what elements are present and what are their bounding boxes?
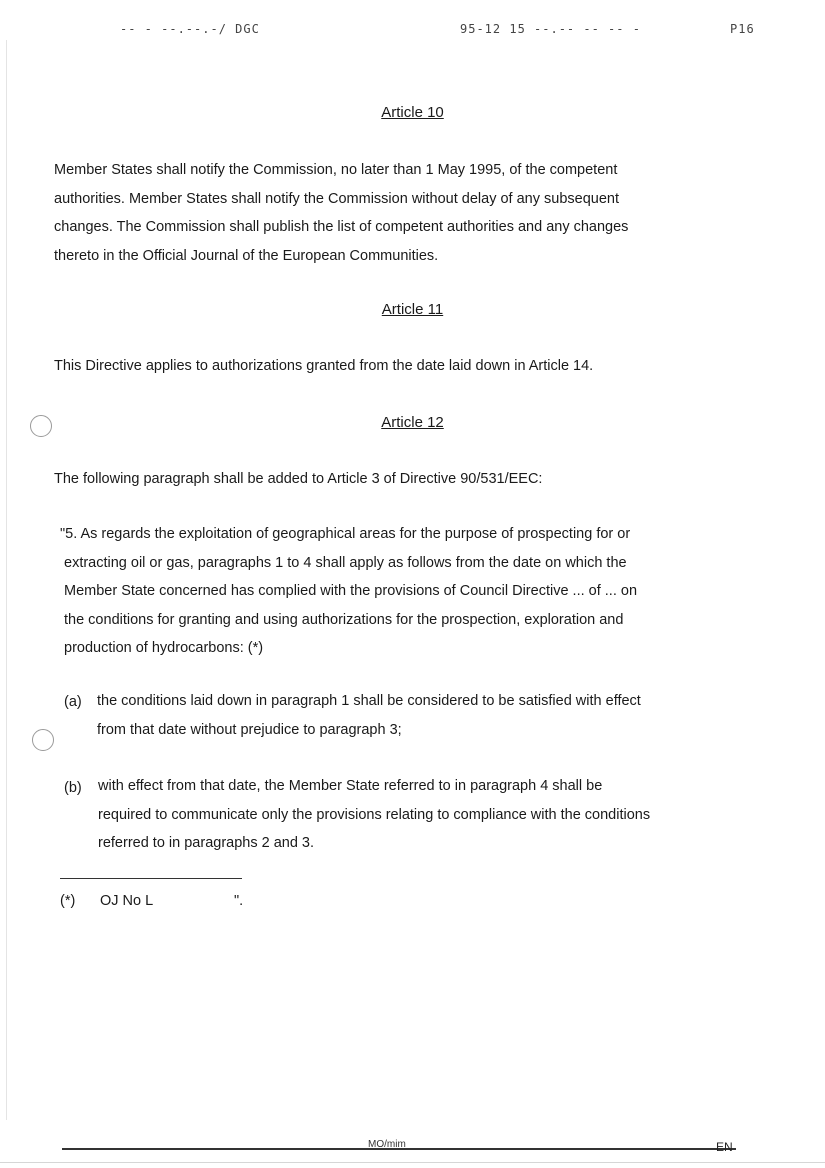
- footer-language: EN: [716, 1140, 733, 1154]
- scan-edge-line: [6, 40, 7, 1120]
- text-line: referred to in paragraphs 2 and 3.: [98, 835, 315, 851]
- article-12-intro: The following paragraph shall be added to Article 3 of Directive 90/531/EEC:: [54, 471, 543, 487]
- article-11-heading: Article 11: [381, 301, 444, 318]
- text-line: "5. As regards the exploitation of geographical areas for the purpose of prospecting for or: [60, 526, 631, 542]
- footnote-text: OJ No L: [100, 893, 154, 909]
- text-line: changes. The Commission shall publish the list of competent authorities and any changes: [54, 219, 629, 235]
- article-10-heading: Article 10: [381, 104, 444, 121]
- text-line: extracting oil or gas, paragraphs 1 to 4 shall apply as follows from the date on which the: [64, 554, 627, 571]
- fax-header: [120, 22, 770, 40]
- article-11-body: This Directive applies to authorizations granted from the date laid down in Article 14.: [54, 358, 594, 374]
- text-line: authorities. Member States shall notify the Commission without delay of any subsequent: [54, 190, 619, 207]
- text-line: from that date without prejudice to paragraph 3;: [97, 721, 402, 738]
- fax-header-middle: 95-12 15 --.-- -- -- -: [460, 22, 641, 36]
- article-12-heading: Article 12: [381, 414, 444, 431]
- item-a-text: [97, 687, 757, 744]
- text-line: the conditions for granting and using authorizations for the prospection, exploration and: [64, 611, 624, 628]
- article-12-quote: [60, 520, 760, 663]
- text-line: production of hydrocarbons: (*): [64, 640, 264, 656]
- text-line: with effect from that date, the Member State referred to in paragraph 4 shall be: [98, 778, 603, 794]
- footnote-marker: (*): [60, 893, 76, 909]
- fax-header-page: P16: [730, 22, 755, 36]
- item-b-label: (b): [64, 780, 82, 796]
- item-a-label: (a): [64, 694, 82, 710]
- footer-reference-code: MO/mim: [368, 1139, 406, 1150]
- footnote-divider: [60, 878, 242, 879]
- fax-header-left: -- - --.--.-/ DGC: [120, 22, 260, 36]
- text-line: Member State concerned has complied with the provisions of Council Directive ... of ... on: [64, 583, 638, 599]
- text-line: required to communicate only the provisions relating to compliance with the conditions: [98, 806, 651, 823]
- text-line: the conditions laid down in paragraph 1 shall be considered to be satisfied with effect: [97, 693, 641, 709]
- text-line: thereto in the Official Journal of the European Communities.: [54, 247, 439, 264]
- article-10-body: [54, 156, 754, 270]
- text-line: Member States shall notify the Commission, no later than 1 May 1995, of the competent: [54, 162, 618, 178]
- item-b-text: [98, 772, 758, 858]
- footnote-closing-quote: ".: [234, 893, 244, 909]
- punch-hole-icon: [32, 729, 54, 751]
- scan-bottom-edge: [0, 1162, 825, 1163]
